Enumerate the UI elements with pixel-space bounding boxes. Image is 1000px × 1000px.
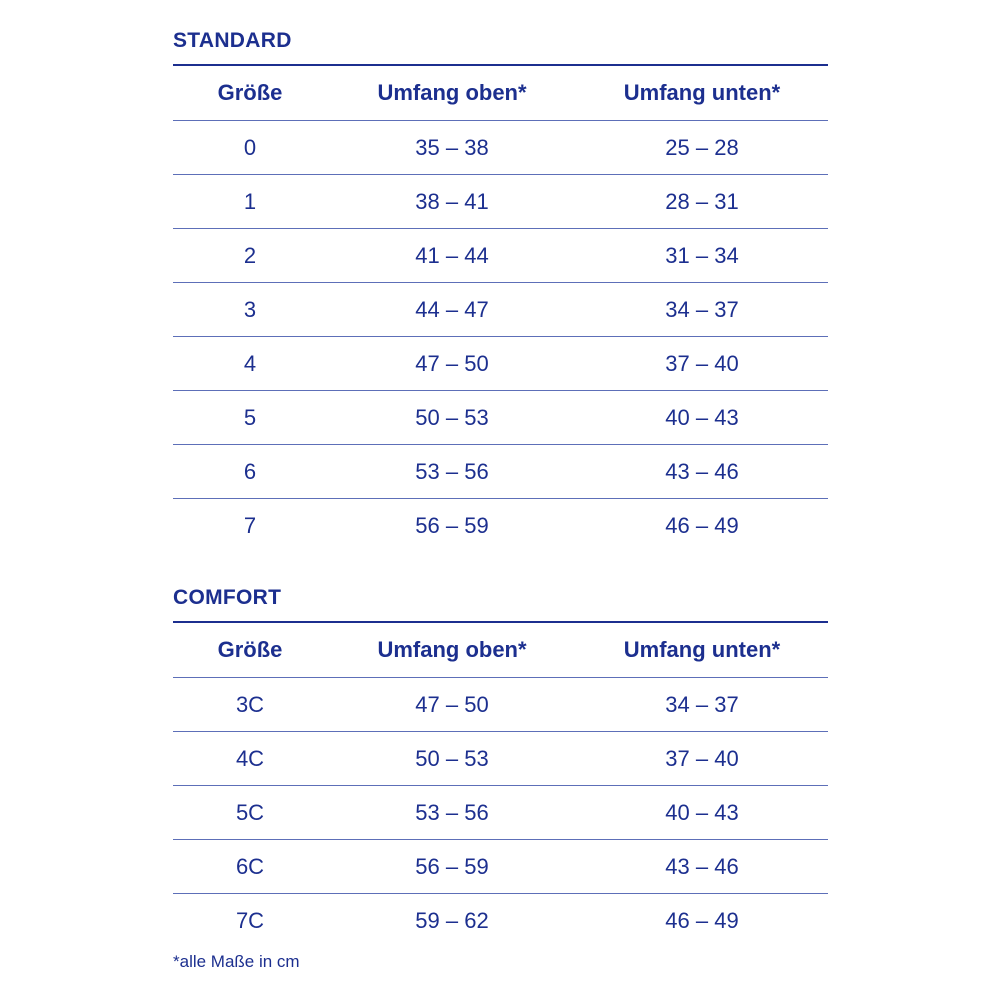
upper-cell: 56 – 59 [415, 853, 489, 879]
upper-cell: 59 – 62 [415, 907, 489, 933]
size-cell: 5C [235, 799, 265, 825]
table-row [173, 229, 828, 283]
size-cell: 5 [243, 404, 257, 430]
lower-cell: 43 – 46 [665, 853, 739, 879]
header-upper-circumference: Umfang oben* [377, 637, 527, 662]
table-row [173, 391, 828, 445]
table-row [173, 499, 828, 552]
size-cell: 1 [243, 188, 257, 214]
table-row [173, 840, 828, 894]
header-size: Größe [217, 637, 283, 662]
upper-cell: 47 – 50 [415, 691, 489, 717]
size-cell: 6 [243, 458, 257, 484]
size-cell: 2 [243, 242, 257, 268]
header-size: Größe [217, 80, 283, 105]
table-row [173, 121, 828, 175]
units-footnote: *alle Maße in cm [173, 952, 300, 971]
lower-cell: 40 – 43 [665, 799, 739, 825]
lower-cell: 28 – 31 [665, 188, 739, 214]
lower-cell: 31 – 34 [665, 242, 739, 268]
table-header-row [173, 66, 828, 121]
upper-cell: 50 – 53 [415, 404, 489, 430]
lower-cell: 34 – 37 [665, 296, 739, 322]
upper-cell: 41 – 44 [415, 242, 489, 268]
comfort-section-title: COMFORT [173, 586, 282, 609]
upper-cell: 53 – 56 [415, 458, 489, 484]
lower-cell: 25 – 28 [665, 134, 739, 160]
table-row [173, 283, 828, 337]
header-lower-circumference: Umfang unten* [623, 80, 781, 105]
standard-section-title: STANDARD [173, 29, 292, 52]
upper-cell: 44 – 47 [415, 296, 489, 322]
size-cell: 7C [235, 907, 265, 933]
upper-cell: 35 – 38 [415, 134, 489, 160]
table-header-row [173, 623, 828, 678]
table-row [173, 175, 828, 229]
size-cell: 4C [235, 745, 265, 771]
size-cell: 0 [243, 134, 257, 160]
lower-cell: 37 – 40 [665, 745, 739, 771]
size-cell: 3 [243, 296, 257, 322]
header-upper-circumference: Umfang oben* [377, 80, 527, 105]
lower-cell: 40 – 43 [665, 404, 739, 430]
upper-cell: 38 – 41 [415, 188, 489, 214]
size-cell: 4 [243, 350, 257, 376]
size-cell: 3C [235, 691, 265, 717]
standard-size-table [173, 64, 828, 552]
upper-cell: 50 – 53 [415, 745, 489, 771]
table-row [173, 445, 828, 499]
lower-cell: 43 – 46 [665, 458, 739, 484]
table-row [173, 732, 828, 786]
upper-cell: 56 – 59 [415, 512, 489, 538]
lower-cell: 37 – 40 [665, 350, 739, 376]
table-row [173, 894, 828, 947]
lower-cell: 34 – 37 [665, 691, 739, 717]
upper-cell: 47 – 50 [415, 350, 489, 376]
comfort-size-table [173, 621, 828, 947]
lower-cell: 46 – 49 [665, 512, 739, 538]
size-cell: 6C [235, 853, 265, 879]
table-row [173, 337, 828, 391]
size-cell: 7 [243, 512, 257, 538]
upper-cell: 53 – 56 [415, 799, 489, 825]
lower-cell: 46 – 49 [665, 907, 739, 933]
table-row [173, 678, 828, 732]
table-row [173, 786, 828, 840]
header-lower-circumference: Umfang unten* [623, 637, 781, 662]
